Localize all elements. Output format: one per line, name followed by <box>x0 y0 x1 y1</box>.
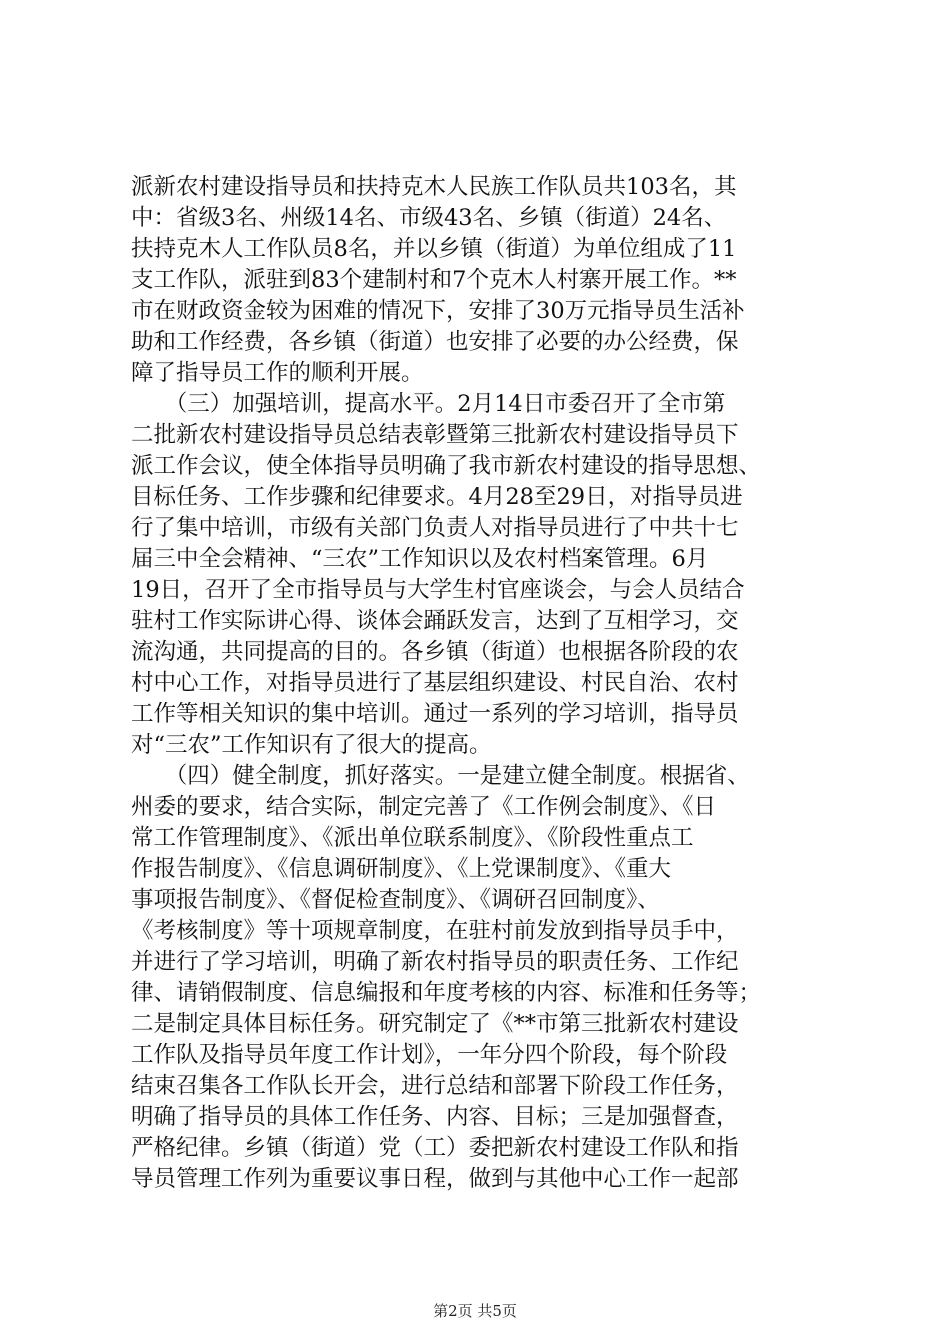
text-line: 二批新农村建设指导员总结表彰暨第三批新农村建设指导员下 <box>131 422 739 448</box>
text-line: （四）健全制度，抓好落实。一是建立健全制度。根据省、 <box>131 763 750 789</box>
text-line: 届三中全会精神、“三农”工作知识以及农村档案管理。6月 <box>131 546 709 572</box>
text-line: 支工作队，派驻到83个建制村和7个克木人村寨开展工作。** <box>131 267 737 293</box>
text-line: 工作等相关知识的集中培训。通过一系列的学习培训，指导员 <box>131 701 739 727</box>
text-line: 助和工作经费，各乡镇（街道）也安排了必要的办公经费，保 <box>131 329 739 355</box>
text-line: 工作队及指导员年度工作计划》，一年分四个阶段，每个阶段 <box>131 1042 728 1068</box>
text-line: 驻村工作实际讲心得、谈体会踊跃发言，达到了互相学习，交 <box>131 608 739 634</box>
text-line: 村中心工作，对指导员进行了基层组织建设、村民自治、农村 <box>131 670 739 696</box>
text-line: 严格纪律。乡镇（街道）党（工）委把新农村建设工作队和指 <box>131 1135 739 1161</box>
text-line: 二是制定具体目标任务。研究制定了《**市第三批新农村建设 <box>131 1011 739 1037</box>
text-line: 流沟通，共同提高的目的。各乡镇（街道）也根据各阶段的农 <box>131 639 739 665</box>
text-line: 派工作会议，使全体指导员明确了我市新农村建设的指导思想、 <box>131 453 762 479</box>
text-line: 律、请销假制度、信息编报和年度考核的内容、标准和任务等； <box>131 980 762 1006</box>
text-line: 派新农村建设指导员和扶持克木人民族工作队员共103名，其 <box>131 174 737 200</box>
text-line: 目标任务、工作步骤和纪律要求。4月28至29日，对指导员进 <box>131 484 743 510</box>
text-line: 常工作管理制度》、《派出单位联系制度》、《阶段性重点工 <box>131 825 694 851</box>
text-line: 明确了指导员的具体工作任务、内容、目标；三是加强督查， <box>131 1104 739 1130</box>
page-footer: 第2页 共5页 <box>433 1302 517 1320</box>
text-line: 扶持克木人工作队员8名，并以乡镇（街道）为单位组成了11 <box>131 236 737 262</box>
text-line: 市在财政资金较为困难的情况下，安排了30万元指导员生活补 <box>131 298 745 324</box>
text-line: 障了指导员工作的顺利开展。 <box>131 360 424 386</box>
text-line: 《考核制度》等十项规章制度，在驻村前发放到指导员手中， <box>131 918 739 944</box>
text-line: 中：省级3名、州级14名、市级43名、乡镇（街道）24名、 <box>131 205 727 231</box>
text-line: 并进行了学习培训，明确了新农村指导员的职责任务、工作纪 <box>131 949 739 975</box>
text-line: 导员管理工作列为重要议事日程，做到与其他中心工作一起部 <box>131 1166 739 1192</box>
text-line: 19日，召开了全市指导员与大学生村官座谈会，与会人员结合 <box>131 577 745 603</box>
text-line: 行了集中培训，市级有关部门负责人对指导员进行了中共十七 <box>131 515 739 541</box>
text-line: 作报告制度》、《信息调研制度》、《上党课制度》、《重大 <box>131 856 672 882</box>
body-text <box>131 172 831 1195</box>
text-line: 结束召集各工作队长开会，进行总结和部署下阶段工作任务， <box>131 1073 739 1099</box>
text-line: 对“三农”工作知识有了很大的提高。 <box>131 732 492 758</box>
text-line: 事项报告制度》、《督促检查制度》、《调研召回制度》、 <box>131 887 660 913</box>
text-line: （三）加强培训，提高水平。2月14日市委召开了全市第 <box>131 391 726 417</box>
text-line: 州委的要求，结合实际，制定完善了《工作例会制度》、《日 <box>131 794 717 820</box>
